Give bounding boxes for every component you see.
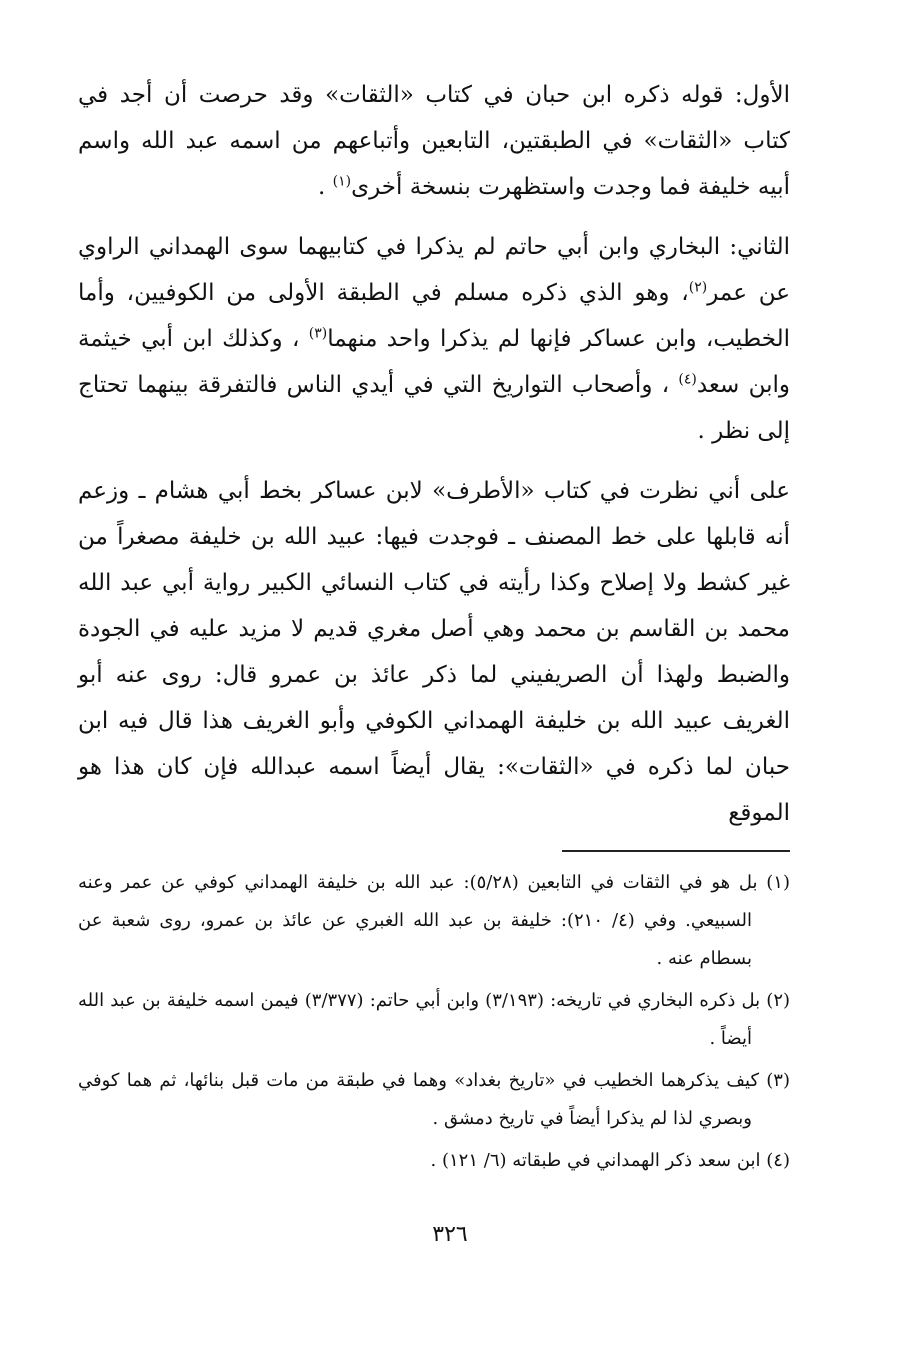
footnote-1: (١) بل هو في الثقات في التابعين (٥/٢٨): عبد الله بن خليفة الهمداني كوفي عن عمر وعنه السبيعي. وفي (٤/ ٢١٠): خليفة بن عبد الله الغبري عن عائذ بن عمرو، روى شعبة عن بسطام عنه . — [78, 872, 790, 969]
footnote-separator — [562, 850, 790, 852]
paragraph-text-a: الثاني: البخاري وابن أبي حاتم لم يذكرا في كتابيهما سوى الهمداني الراوي عن عمر — [78, 234, 790, 306]
footnote-ref-3[interactable]: (٣) — [308, 325, 328, 342]
paragraph-tail: . — [318, 174, 333, 200]
page-number: ٣٢٦ — [432, 1222, 468, 1247]
paragraph-first-point — [78, 72, 790, 210]
paragraph-text-b: ، وهو الذي ذكره مسلم في الطبقة الأولى من الكوفيين، وأما الخطيب، وابن عساكر فإنها لم يذكرا واحد منهما — [78, 280, 790, 352]
footnote-3: (٣) كيف يذكرهما الخطيب في «تاريخ بغداد» وهما في طبقة من مات قبل بنائها، ثم هما كوفي وبصري لذا لم يذكرا أيضاً في تاريخ دمشق . — [78, 1070, 790, 1129]
paragraph-text: على أني نظرت في كتاب «الأطرف» لابن عساكر بخط أبي هشام ـ وزعم أنه قابلها على خط المصنف ـ فوجدت فيها: عبيد الله بن خليفة مصغراً من غير كشط ولا إصلاح وكذا رأيته في كتاب النسائي الكبير رواية أبي عبد الله محمد بن القاسم بن محمد وهي أصل مغري قديم لا مزيد عليه في الجودة والضبط ولهذا أن الصريفيني لما ذكر عائذ بن عمرو قال: روى عنه أبو الغريف عبيد الله بن خليفة الهمداني الكوفي وأبو الغريف هذا قال فيه ابن حبان لما ذكره في «الثقات»: يقال أيضاً اسمه عبدالله فإن كان هذا هو الموقع — [78, 478, 790, 826]
paragraph-third — [78, 468, 790, 836]
paragraph-text-c: ، وكذلك ابن أبي خيثمة وابن سعد — [78, 326, 790, 398]
footnote-2: (٢) بل ذكره البخاري في تاريخه: (٣/١٩٣) وابن أبي حاتم: (٣/٣٧٧) فيمن اسمه خليفة بن عبد الله أيضاً . — [78, 990, 791, 1049]
document-page — [78, 72, 790, 1184]
paragraph-text-d: ، وأصحاب التواريخ التي في أيدي الناس فالتفرقة بينهما تحتاج إلى نظر . — [78, 372, 790, 444]
footnote-ref-4[interactable]: (٤) — [678, 371, 697, 388]
footnote-ref-1[interactable]: (١) — [332, 173, 352, 190]
footnote-4: (٤) ابن سعد ذكر الهمداني في طبقاته (٦/ ١٢١) . — [430, 1150, 790, 1171]
paragraph-second-point — [78, 224, 790, 454]
paragraph-text: الأول: قوله ذكره ابن حبان في كتاب «الثقات» وقد حرصت أن أجد في كتاب «الثقات» في الطبقتين، التابعين وأتباعهم من اسمه عبد الله واسم أبيه خليفة فما وجدت واستظهرت بنسخة أخرى — [78, 82, 790, 200]
footnote-ref-2[interactable]: (٢) — [688, 279, 708, 296]
footnotes — [78, 864, 790, 1180]
